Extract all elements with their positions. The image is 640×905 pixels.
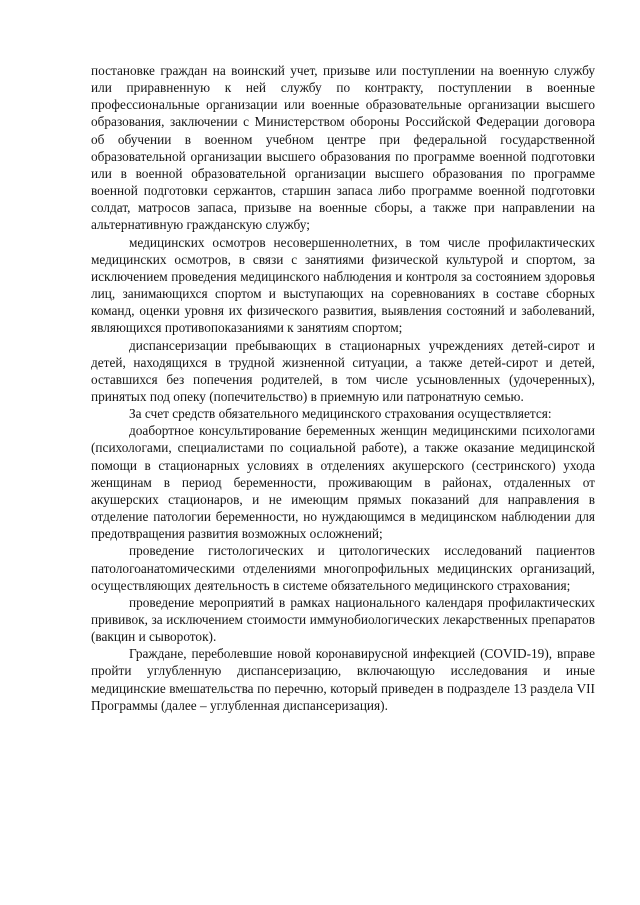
paragraph-orphan-dispensarization: диспансеризации пребывающих в стационарных учреждениях детей-сирот и детей, находящихся в трудной жизненной ситуации, а также детей-сирот и детей, оставшихся без попечения родителей, в том числе усыновленных (удочеренных), принятых под опеку (попечительство) в приемную или патронатную семью. bbox=[91, 337, 595, 404]
paragraph-military-registration: постановке граждан на воинский учет, призыве или поступлении на военную службу или приравненную к ней службу по контракту, поступлении в военные профессиональные организации или военные образовательные организации высшего образования, заключении с Министерством обороны Российской Федерации договора об обучении в военном учебном центре при федеральной государственной образовательной организации высшего образования по программе военной подготовки или в военной образовательной организации высшего образования по программе военной подготовки сержантов, старшин запаса либо программе военной подготовки солдат, матросов запаса, призыве на военные сборы, а также при направлении на альтернативную гражданскую службу; bbox=[91, 63, 595, 233]
document-page bbox=[91, 62, 595, 714]
paragraph-oms-funding-heading: За счет средств обязательного медицинского страхования осуществляется: bbox=[129, 406, 552, 422]
paragraph-minor-medical-exams: медицинских осмотров несовершеннолетних, в том числе профилактических медицинских осмотров, в связи с занятиями физической культурой и спортом, за исключением проведения медицинского наблюдения и контроля за состоянием здоровья лиц, занимающихся спортом и выступающих на соревнованиях в составе сборных команд, оценки уровня их физического развития, выявления состояний и заболеваний, являющихся противопоказаниями к занятиям спортом; bbox=[91, 234, 595, 336]
paragraph-covid-deep-dispensarization: Граждане, переболевшие новой коронавирусной инфекцией (COVID-19), вправе пройти углубленную диспансеризацию, включающую исследования и иные медицинские вмешательства по перечню, который приведен в подразделе 13 раздела VII Программы (далее – углубленная диспансеризация). bbox=[91, 646, 595, 713]
paragraph-pre-abortion-consulting: доабортное консультирование беременных женщин медицинскими психологами (психологами, специалистами по социальной работе), а также оказание медицинской помощи в стационарных условиях в отделениях акушерского (сестринского) ухода женщинам в период беременности, проживающим в районах, отдаленных от акушерских стационаров, и не имеющим прямых показаний для направления в отделение патологии беременности, но нуждающимся в медицинском наблюдении для предотвращения развития возможных осложнений; bbox=[91, 423, 595, 542]
paragraph-histology-studies: проведение гистологических и цитологических исследований пациентов патологоанатомическими отделениями многопрофильных медицинских организаций, осуществляющих деятельность в системе обязательного медицинского страхования; bbox=[91, 543, 595, 593]
paragraph-vaccination-calendar: проведение мероприятий в рамках национального календаря профилактических прививок, за исключением стоимости иммунобиологических лекарственных препаратов (вакцин и сывороток). bbox=[91, 594, 595, 645]
